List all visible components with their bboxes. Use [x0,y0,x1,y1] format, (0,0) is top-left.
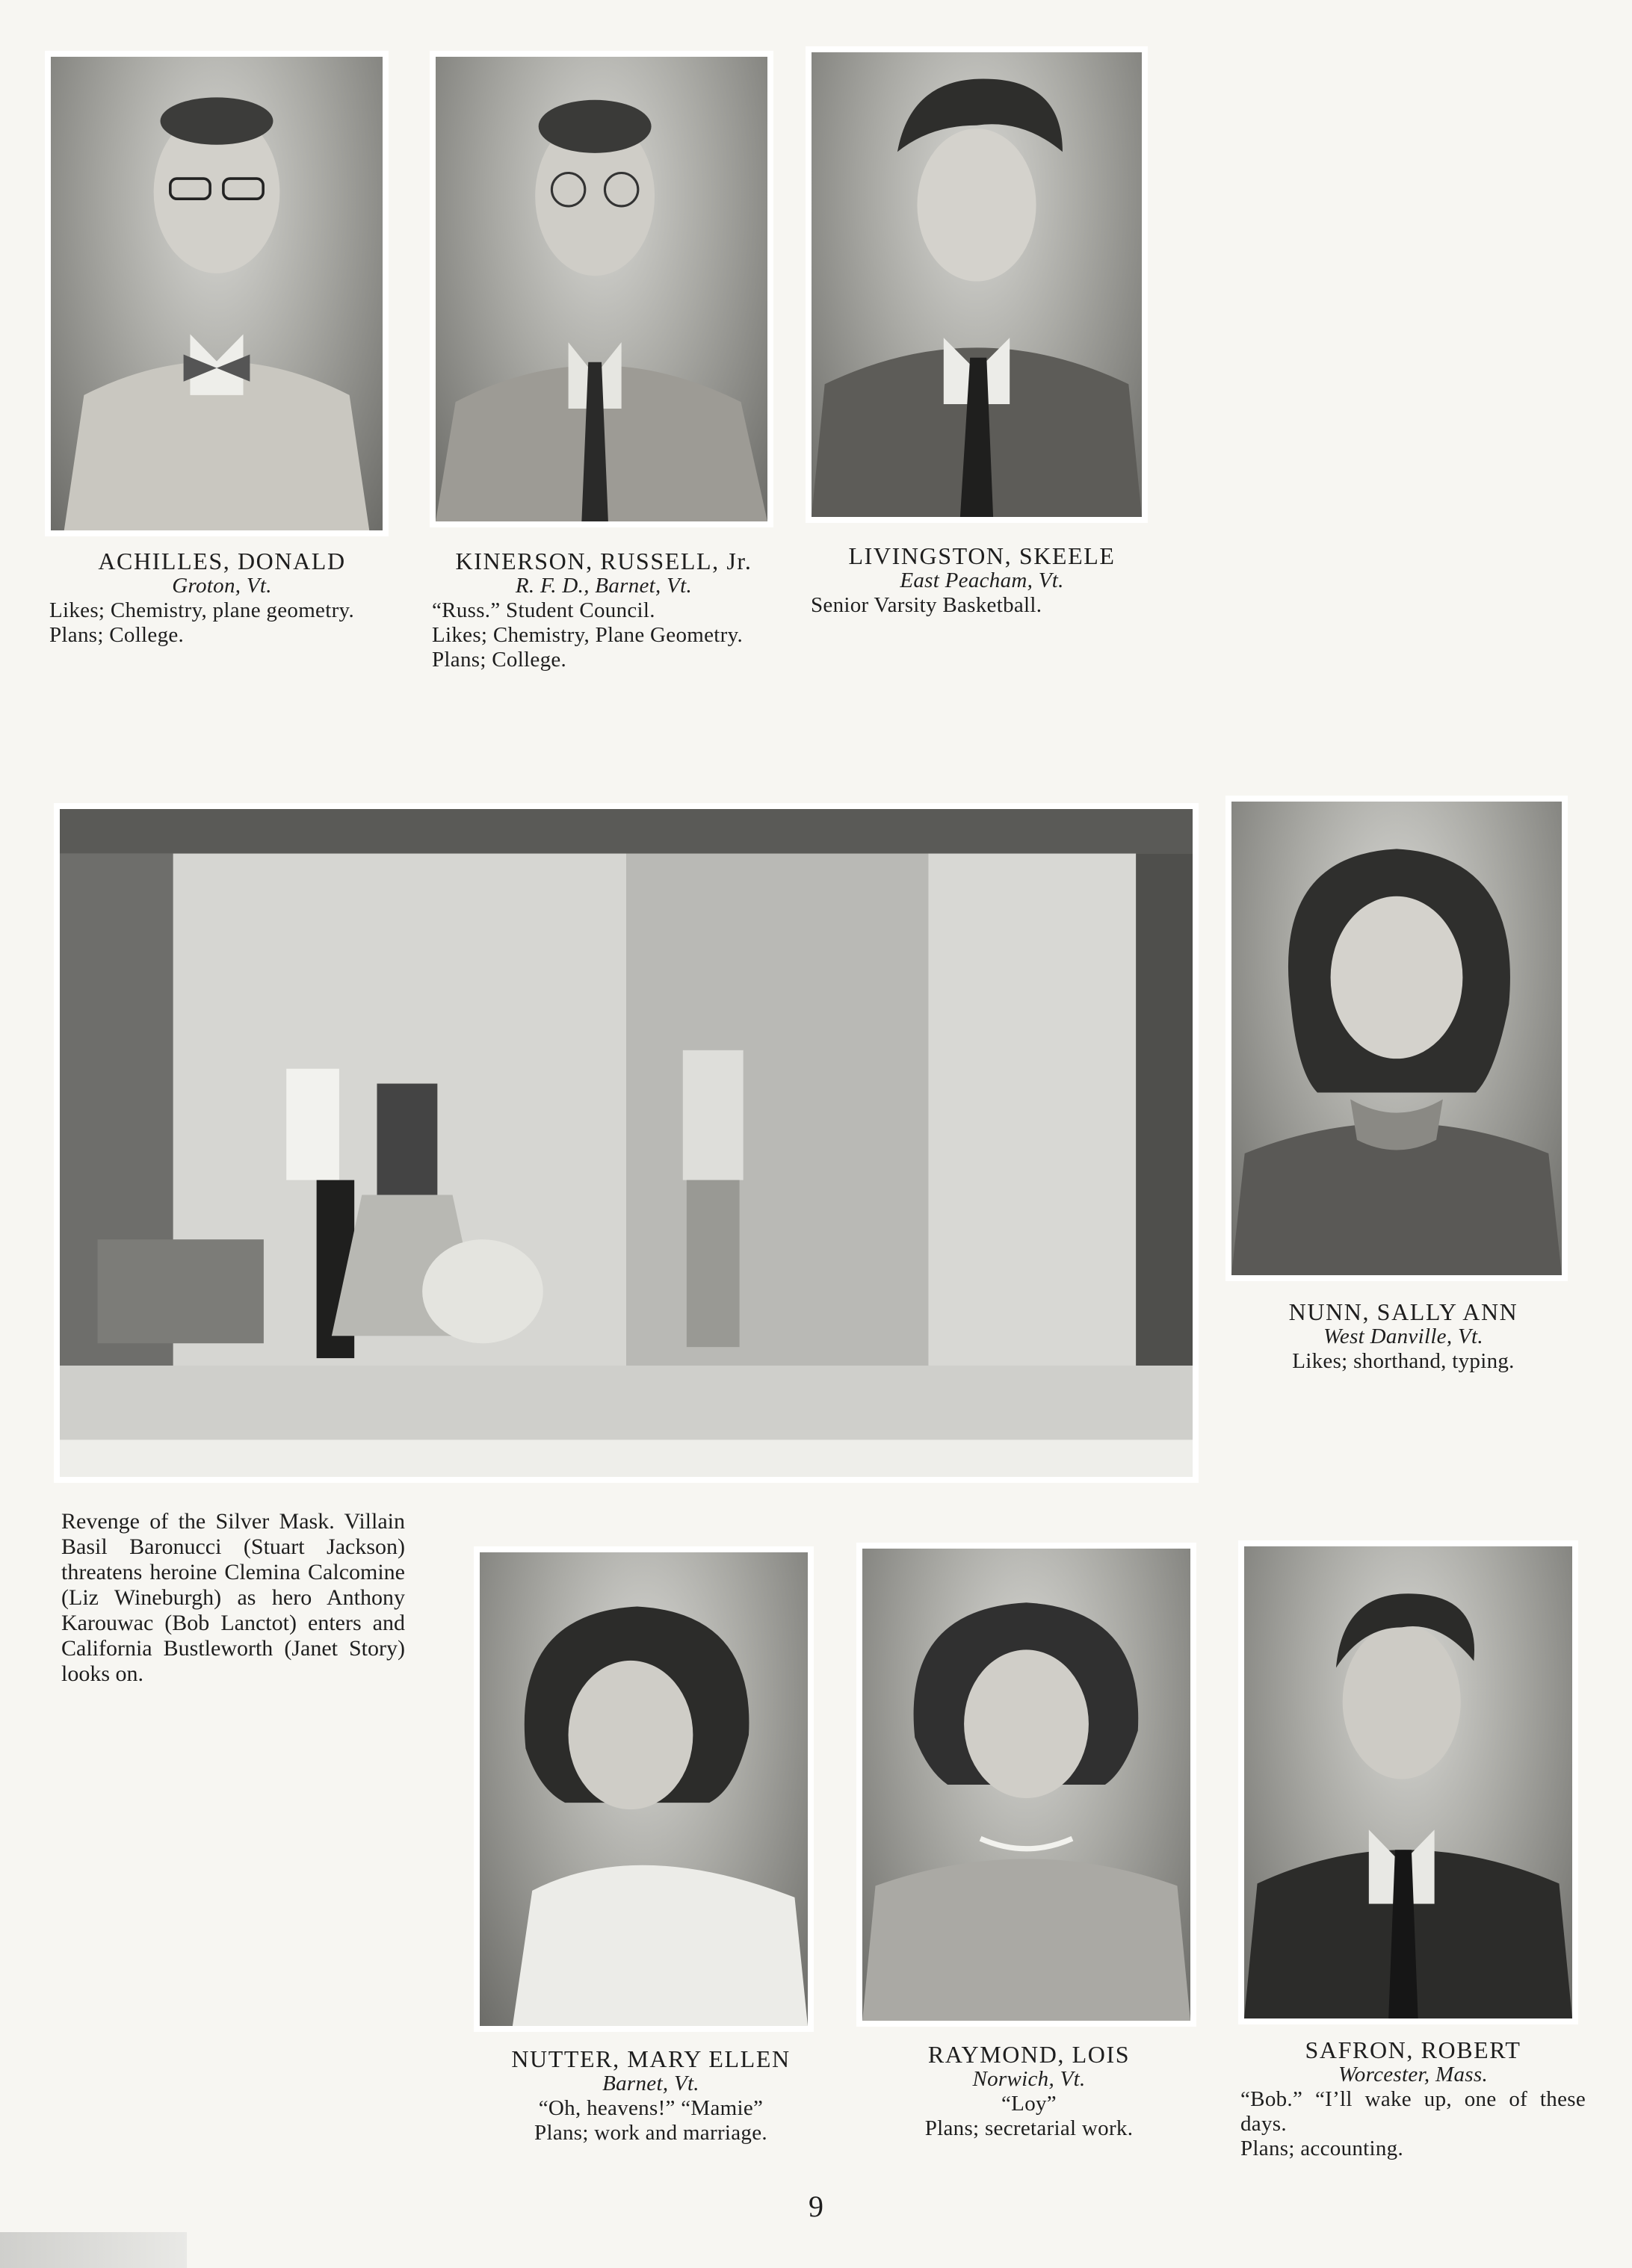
senior-detail: “Bob.” “I’ll wake up, one of these days. [1240,2087,1586,2136]
portrait-image [862,1549,1190,2021]
caption-livingston [811,544,1153,618]
caption-nunn [1231,1300,1575,1374]
caption-kinerson [432,549,776,672]
senior-detail: Likes; Chemistry, Plane Geometry. [432,623,744,647]
portrait-kinerson [430,51,773,527]
caption-achilles [49,549,395,648]
senior-name: NUTTER, MARY ELLEN [511,2045,791,2072]
caption-raymond [856,2042,1202,2141]
caption-nutter [478,2047,823,2145]
portrait-raymond [856,1543,1196,2027]
senior-town: R. F. D., Barnet, Vt. [515,574,693,598]
senior-detail: “Loy” [1001,2092,1057,2116]
senior-detail: Plans; secretarial work. [924,2116,1134,2140]
senior-detail: “Oh, heavens!” “Mamie” [538,2096,764,2120]
stage-photo [54,803,1199,1483]
portrait-nunn [1225,796,1568,1281]
senior-town: Barnet, Vt. [602,2072,699,2095]
senior-detail: Plans; College. [432,648,567,672]
senior-detail: Likes; shorthand, typing. [1292,1349,1515,1373]
senior-town: Norwich, Vt. [972,2067,1086,2091]
senior-name: LIVINGSTON, SKEELE [848,542,1116,569]
stage-photo-image [60,809,1193,1477]
portrait-image [812,52,1142,517]
senior-name: KINERSON, RUSSELL, Jr. [455,548,752,574]
senior-detail: Likes; Chemistry, plane geometry. [49,598,355,622]
senior-detail: Senior Varsity Basketball. [811,593,1042,617]
senior-detail: Plans; work and marriage. [534,2121,767,2145]
senior-town: West Danville, Vt. [1323,1324,1483,1348]
senior-name: NUNN, SALLY ANN [1288,1298,1518,1325]
page-number: 9 [809,2190,823,2223]
senior-name: SAFRON, ROBERT [1305,2036,1521,2063]
senior-town: East Peacham, Vt. [900,568,1064,592]
portrait-nutter [474,1546,814,2032]
senior-town: Groton, Vt. [172,574,272,598]
senior-detail: “Russ.” Student Council. [432,598,655,622]
scan-shadow [0,2232,187,2268]
portrait-image [1244,1546,1572,2018]
senior-town: Worcester, Mass. [1338,2063,1488,2086]
senior-name: ACHILLES, DONALD [98,548,346,574]
senior-name: RAYMOND, LOIS [927,2041,1131,2068]
portrait-image [1231,802,1562,1275]
senior-detail: Plans; College. [49,623,185,647]
stage-photo-caption: Revenge of the Silver Mask. Villain Basil Baronucci (Stuart Jackson) threatens heroine Clemina Calcomine (Liz Wineburgh) as hero Anthony Karouwac (Bob Lanctot) enters and California Bustleworth (Janet Story) looks on. [61,1509,405,1686]
portrait-safron [1238,1540,1578,2024]
portrait-livingston [806,46,1148,523]
portrait-achilles [45,51,389,536]
portrait-image [436,57,767,521]
portrait-image [51,57,383,530]
caption-safron [1240,2038,1586,2161]
portrait-image [480,1552,808,2026]
senior-detail: Plans; accounting. [1240,2137,1404,2160]
